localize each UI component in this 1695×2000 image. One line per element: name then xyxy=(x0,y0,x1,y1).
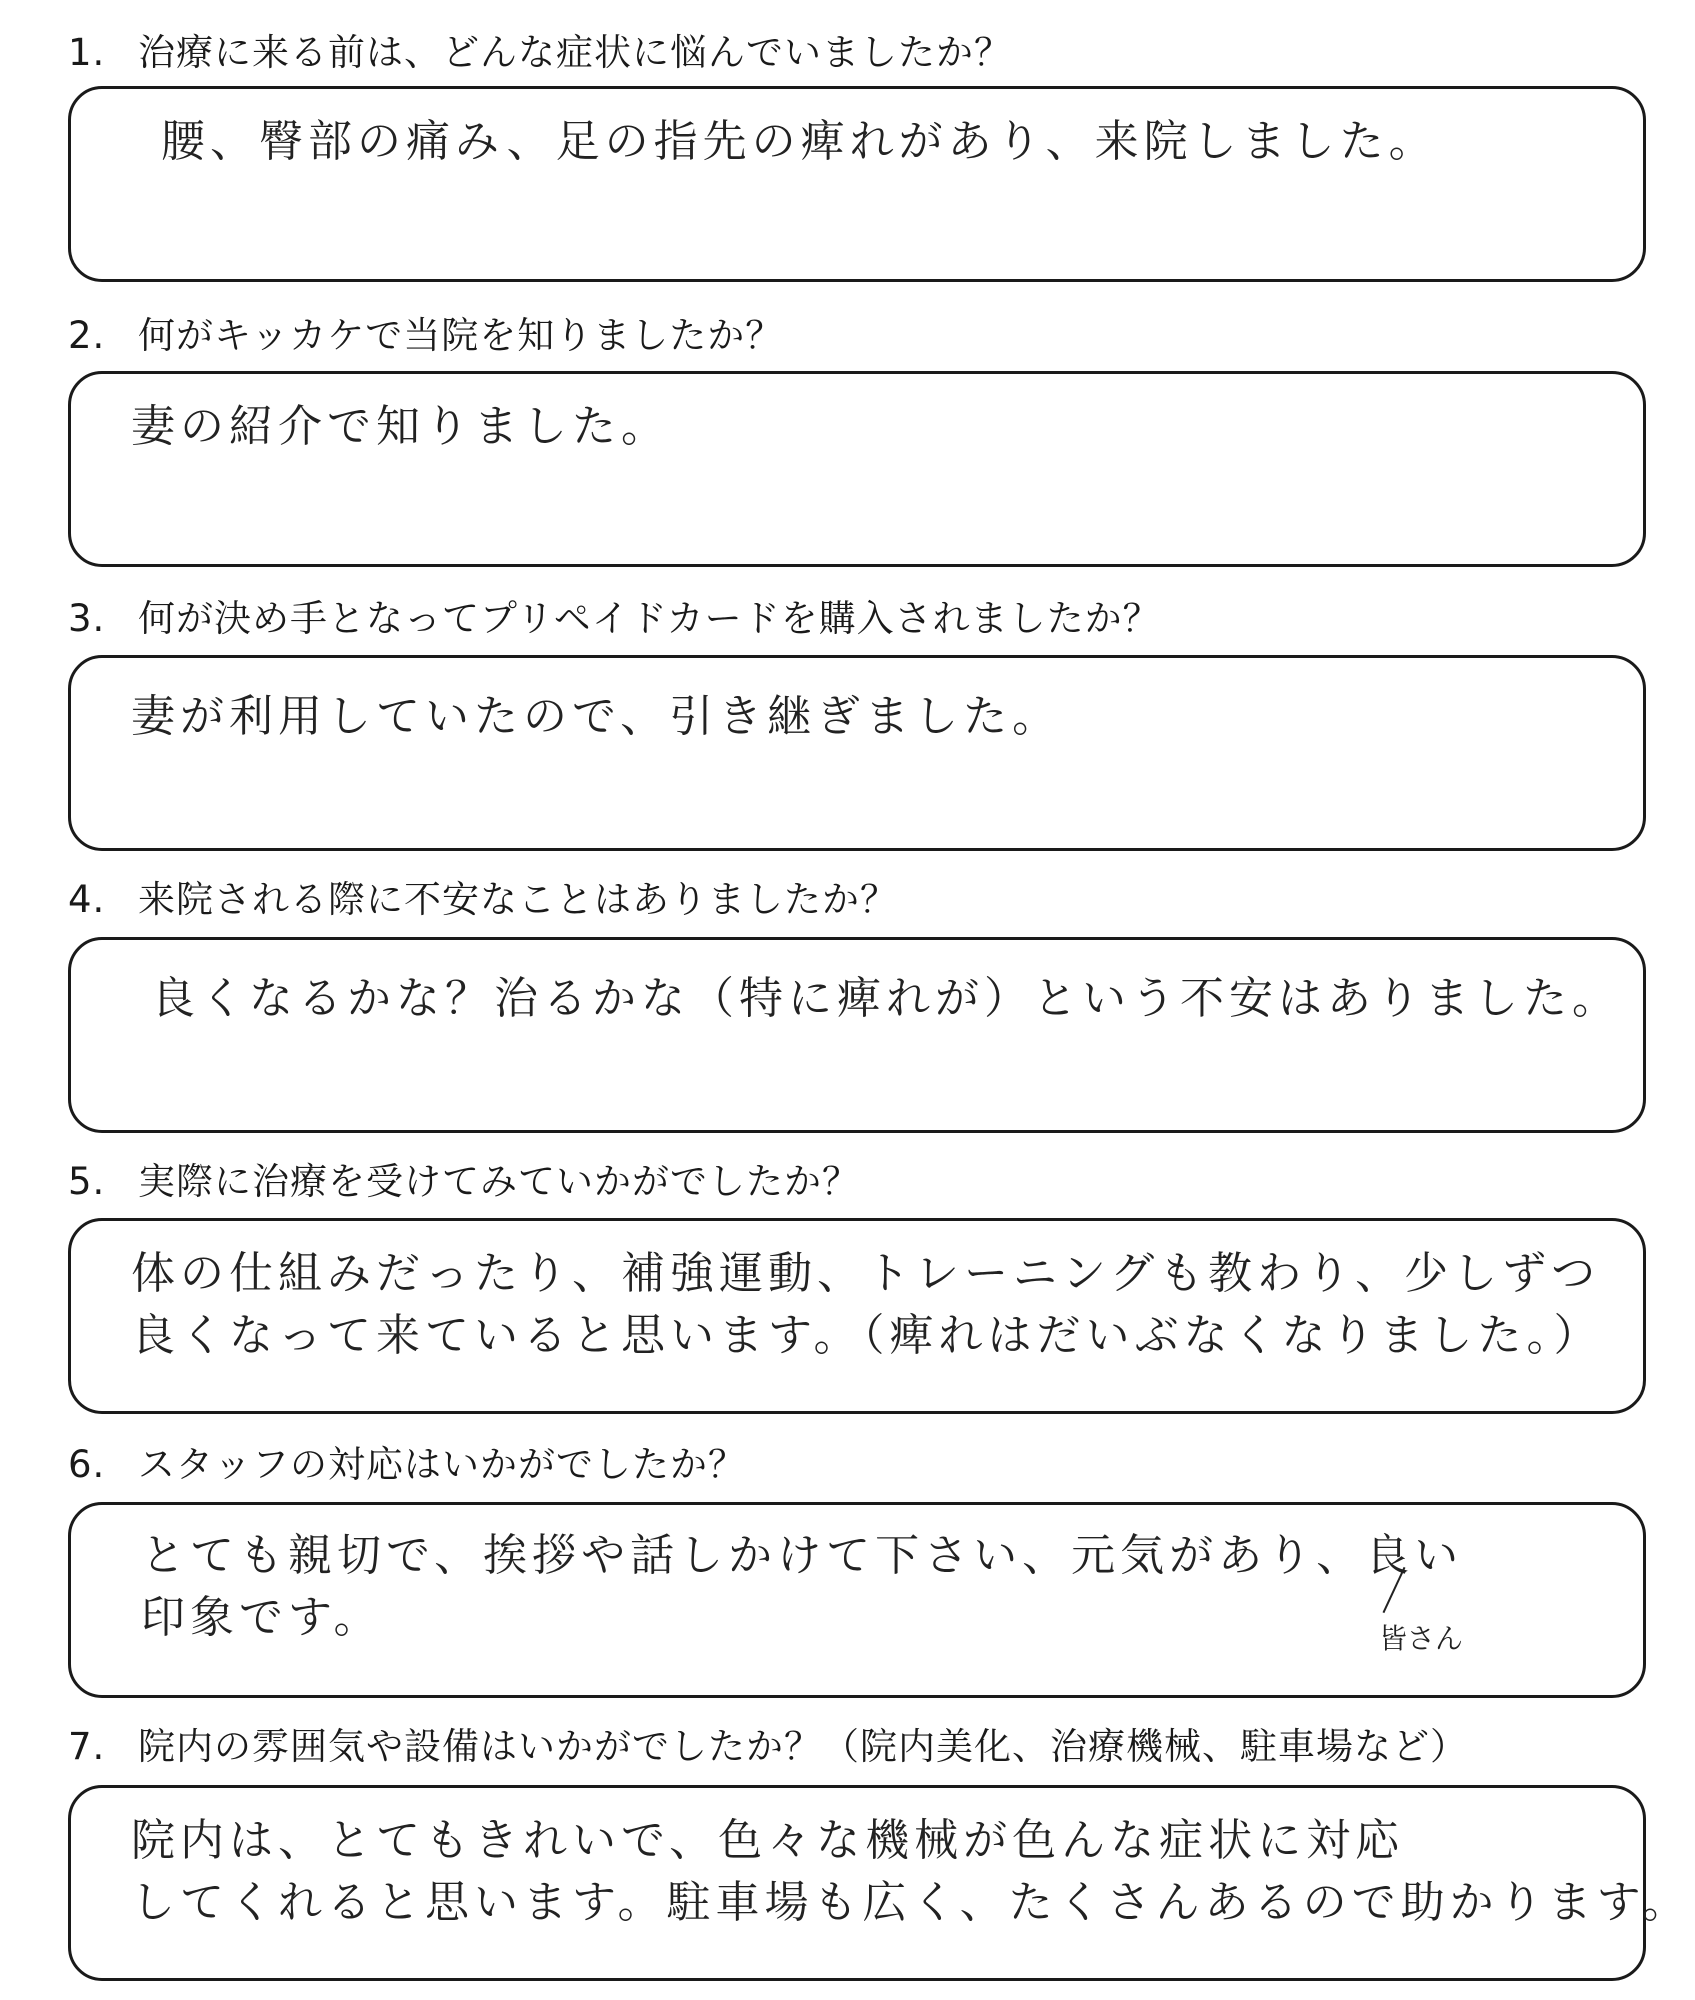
answer-box-2 xyxy=(68,371,1646,567)
answer-text-6: とても親切で、挨拶や話しかけて下さい、元気があり、良い 印象です。 xyxy=(141,1530,1464,1643)
question-text: 治療に来る前は、どんな症状に悩んでいましたか？ xyxy=(138,31,1012,74)
answer-text-1: 腰、臀部の痛み、足の指先の痺れがあり、来院しました。 xyxy=(161,116,1438,167)
answer-box-4 xyxy=(68,937,1646,1133)
question-4 xyxy=(68,877,898,923)
question-2 xyxy=(68,313,783,359)
answer-text-4: 良くなるかな？治るかな（特に痺れが）という不安はありました。 xyxy=(151,973,1621,1024)
answer-text-2: 妻の紹介で知りました。 xyxy=(131,401,670,452)
question-5 xyxy=(68,1159,860,1205)
question-number: 5. xyxy=(68,1160,106,1203)
answer-box-3 xyxy=(68,655,1646,851)
answer-text-3: 妻が利用していたので、引き継ぎました。 xyxy=(131,691,1062,742)
question-6 xyxy=(68,1442,746,1488)
answer-box-5 xyxy=(68,1218,1646,1414)
answer-box-6 xyxy=(68,1502,1646,1698)
question-number: 7. xyxy=(68,1725,106,1768)
question-text: 院内の雰囲気や設備はいかがでしたか？（院内美化、治療機械、駐車場など） xyxy=(138,1725,1468,1768)
question-text: 何がキッカケで当院を知りましたか？ xyxy=(138,314,784,357)
question-number: 4. xyxy=(68,878,106,921)
answer-text-7: 院内は、とてもきれいで、色々な機械が色んな症状に対応 してくれると思います。駐車場も広く、たくさんあるので助かります。 xyxy=(131,1815,1692,1928)
question-7 xyxy=(68,1724,1468,1770)
answer-text-5: 体の仕組みだったり、補強運動、トレーニングも教わり、少しずつ 良くなって来ていると思います。（痺れはだいぶなくなりました。） xyxy=(131,1248,1603,1361)
question-3 xyxy=(68,596,1161,642)
question-text: 来院される際に不安なことはありましたか？ xyxy=(138,878,898,921)
question-text: スタッフの対応はいかがでしたか？ xyxy=(138,1443,746,1486)
question-text: 何が決め手となってプリペイドカードを購入されましたか？ xyxy=(138,597,1161,640)
question-number: 6. xyxy=(68,1443,106,1486)
question-number: 2. xyxy=(68,314,106,357)
inserted-note: 皆さん xyxy=(1379,1622,1464,1655)
question-1 xyxy=(68,30,1012,76)
answer-box-7 xyxy=(68,1785,1692,1981)
question-number: 1. xyxy=(68,31,106,74)
question-number: 3. xyxy=(68,597,106,640)
question-text: 実際に治療を受けてみていかがでしたか？ xyxy=(138,1160,860,1203)
answer-box-1 xyxy=(68,86,1646,282)
